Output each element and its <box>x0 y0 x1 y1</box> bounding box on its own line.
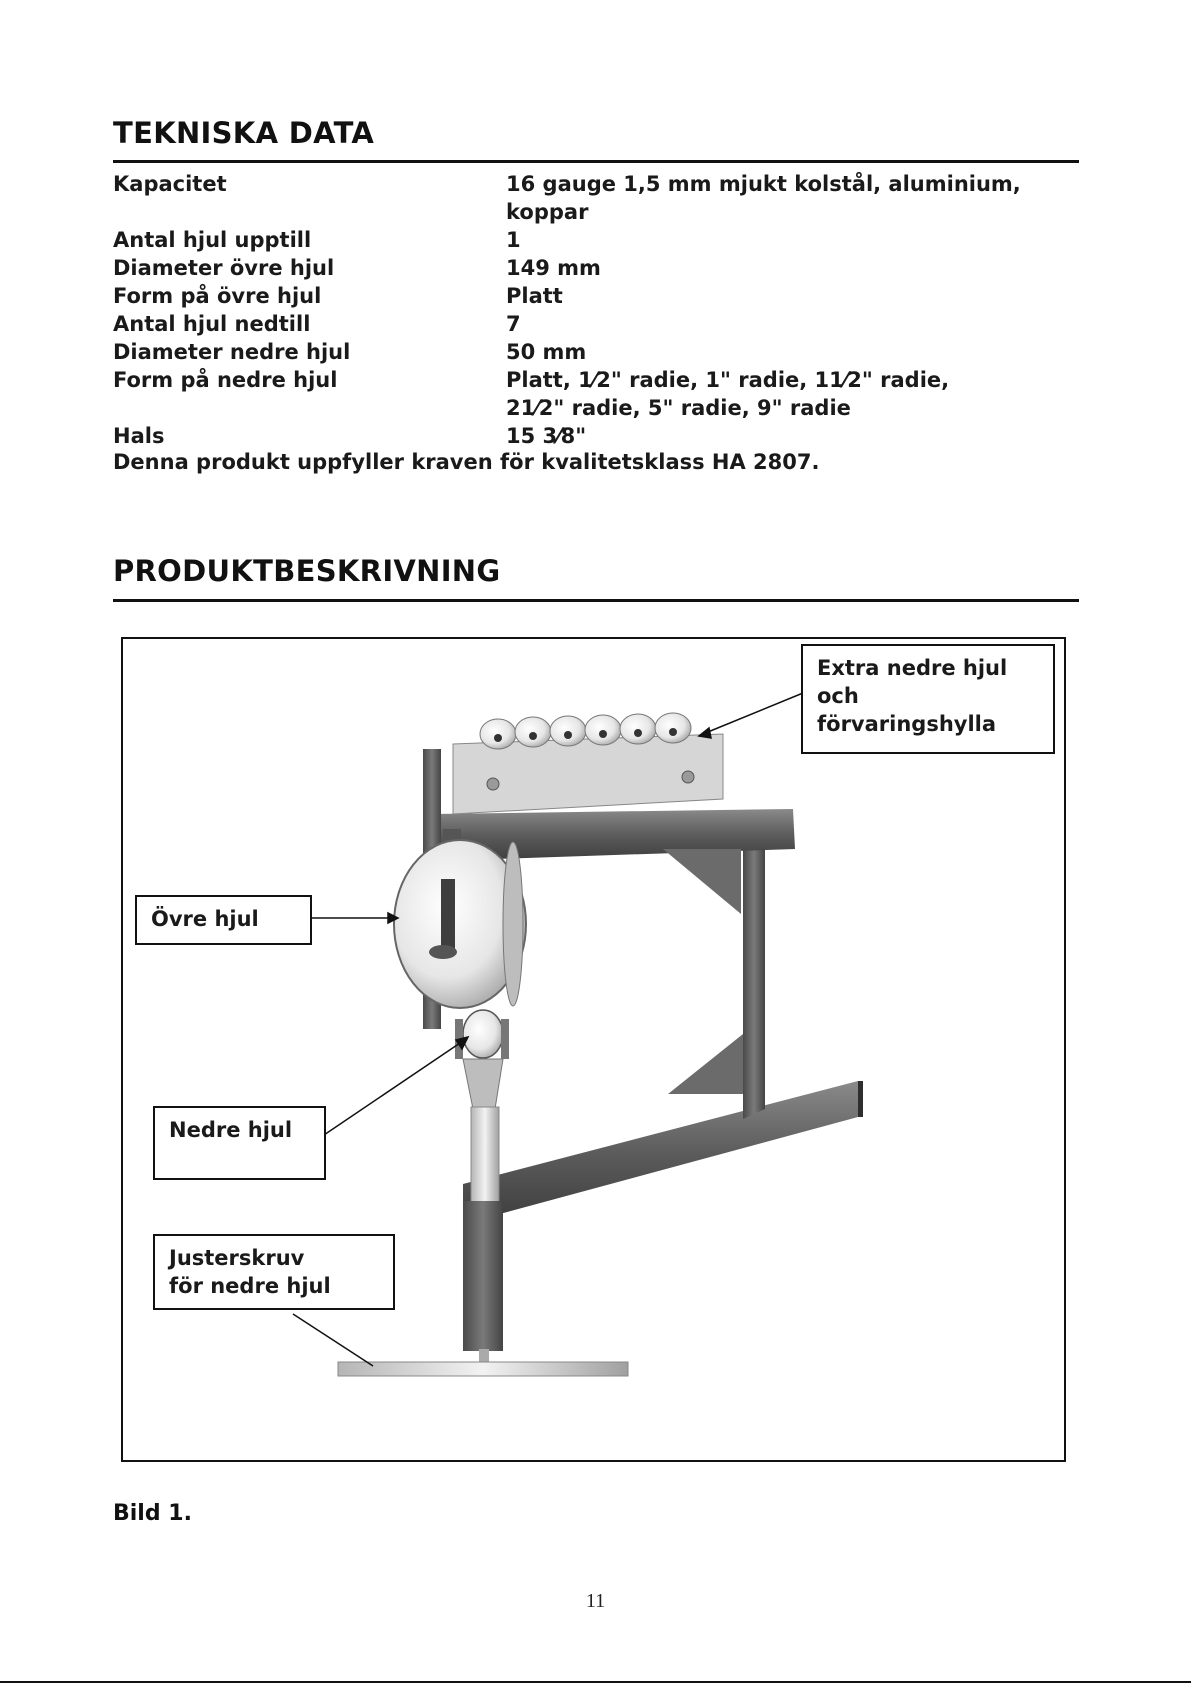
spec-value: 1 <box>506 228 521 252</box>
spec-row <box>113 170 1079 226</box>
spec-row <box>113 310 1079 338</box>
page-bottom-border <box>0 1681 1191 1683</box>
tech-data-heading: TEKNISKA DATA <box>113 116 375 150</box>
callout-upper-wheel: Övre hjul <box>135 895 312 945</box>
spec-label: Hals <box>113 424 165 448</box>
spec-label: Antal hjul nedtill <box>113 312 311 336</box>
spec-label: Kapacitet <box>113 172 227 196</box>
spec-label: Form på nedre hjul <box>113 368 338 392</box>
spec-table <box>113 170 1079 450</box>
rear-upright <box>743 819 765 1119</box>
spec-label: Antal hjul upptill <box>113 228 312 252</box>
lower-post <box>463 1201 503 1351</box>
callout-adjust-screw: Justerskruv för nedre hjul <box>153 1234 395 1310</box>
figure-caption: Bild 1. <box>113 1501 192 1526</box>
compliance-statement: Denna produkt uppfyller kraven för kvalitetsklass HA 2807. <box>113 450 820 474</box>
product-description-rule <box>113 599 1079 602</box>
figure-frame <box>121 637 1066 1462</box>
spec-label: Diameter övre hjul <box>113 256 335 280</box>
spec-row <box>113 226 1079 254</box>
lower-shaft <box>471 1107 499 1207</box>
spec-value: 16 gauge 1,5 mm mjukt kolstål, aluminium, koppar <box>506 172 1021 224</box>
english-wheel-illustration <box>123 639 1064 1460</box>
spec-row <box>113 254 1079 282</box>
spec-value: Platt <box>506 284 563 308</box>
spec-value: 15 3⁄8" <box>506 424 587 448</box>
spec-row <box>113 338 1079 366</box>
page-number: 11 <box>585 1590 606 1612</box>
spec-row <box>113 282 1079 310</box>
callout-extra-wheels: Extra nedre hjul och förvaringshylla <box>801 644 1055 754</box>
spec-label: Diameter nedre hjul <box>113 340 351 364</box>
spec-value: 50 mm <box>506 340 587 364</box>
product-description-heading: PRODUKTBESKRIVNING <box>113 554 501 588</box>
spec-row <box>113 422 1079 450</box>
adjust-handle <box>338 1362 628 1376</box>
base-rail <box>463 1081 858 1224</box>
callout-lower-wheel: Nedre hjul <box>153 1106 326 1180</box>
spec-value: Platt, 1⁄2" radie, 1" radie, 11⁄2" radie, 21⁄2" radie, 5" radie, 9" radie <box>506 368 950 420</box>
spec-value: 7 <box>506 312 521 336</box>
top-gusset <box>663 849 741 914</box>
lower-wheel <box>463 1010 503 1058</box>
spec-label: Form på övre hjul <box>113 284 322 308</box>
spec-value: 149 mm <box>506 256 601 280</box>
spec-row <box>113 366 1079 422</box>
bottom-gusset <box>668 1034 743 1094</box>
tech-data-rule <box>113 160 1079 163</box>
